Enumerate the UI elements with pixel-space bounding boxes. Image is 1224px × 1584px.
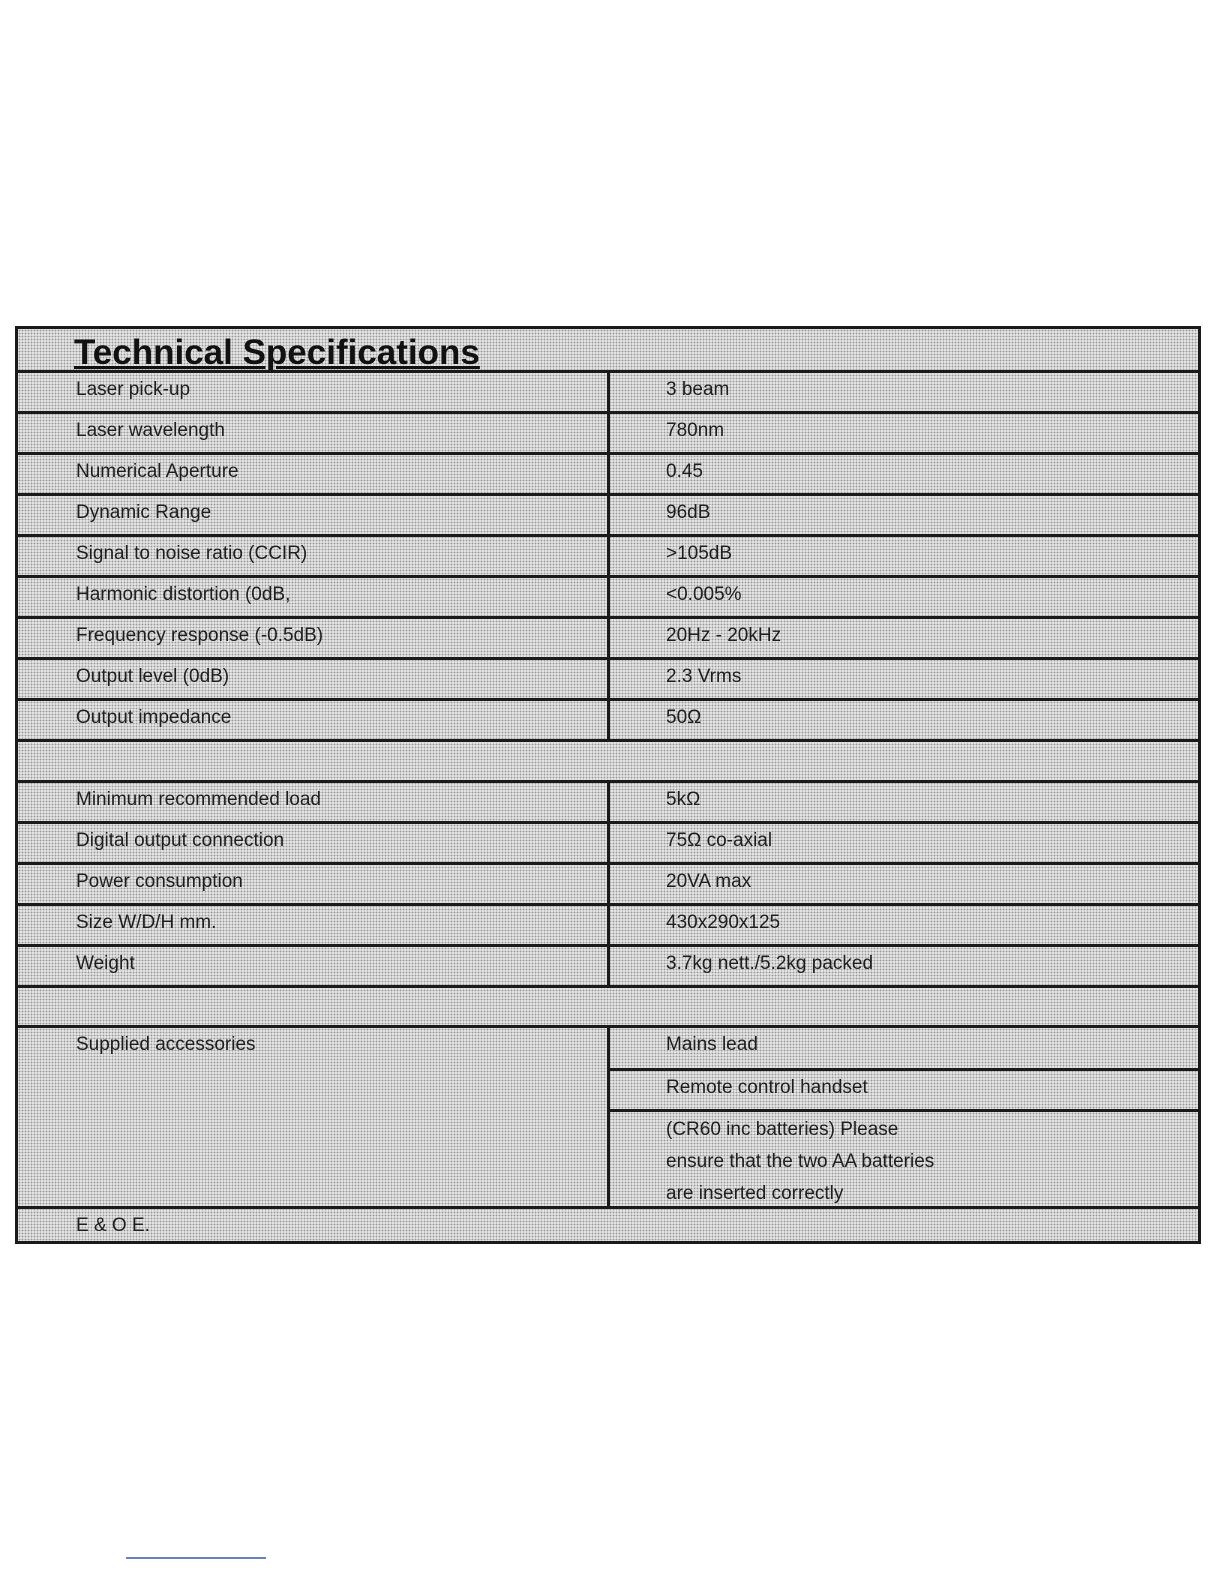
spec-row bbox=[18, 698, 1198, 739]
spec-label: Numerical Aperture bbox=[18, 455, 610, 493]
spec-value: 20Hz - 20kHz bbox=[666, 625, 782, 646]
spec-label: Minimum recommended load bbox=[18, 783, 610, 821]
spec-value: 3.7kg nett./5.2kg packed bbox=[666, 953, 874, 974]
spec-row bbox=[18, 862, 1198, 903]
accessory-item: Mains lead bbox=[666, 1034, 758, 1055]
spec-row bbox=[18, 534, 1198, 575]
footer-rule bbox=[126, 1557, 266, 1559]
spec-value: 20VA max bbox=[666, 871, 752, 892]
spec-label: Signal to noise ratio (CCIR) bbox=[18, 537, 610, 575]
spec-value: 2.3 Vrms bbox=[666, 666, 742, 687]
spec-label: Frequency response (-0.5dB) bbox=[18, 619, 610, 657]
spec-value: 430x290x125 bbox=[666, 912, 781, 933]
spec-value: 75Ω co-axial bbox=[666, 830, 773, 851]
spec-value: >105dB bbox=[666, 543, 733, 564]
spec-row bbox=[18, 903, 1198, 944]
accessories-list bbox=[610, 1028, 1198, 1206]
spec-row bbox=[18, 575, 1198, 616]
footnote-row bbox=[18, 1206, 1198, 1241]
page-title: Technical Specifications bbox=[74, 333, 480, 372]
spec-row bbox=[18, 452, 1198, 493]
spec-value: 96dB bbox=[666, 502, 711, 523]
spec-value: 50Ω bbox=[666, 707, 702, 728]
spec-value: 780nm bbox=[666, 420, 725, 441]
accessory-note-line: ensure that the two AA batteries bbox=[666, 1151, 935, 1172]
technical-specifications-table bbox=[15, 326, 1201, 1244]
spec-row bbox=[18, 780, 1198, 821]
spec-row bbox=[18, 493, 1198, 534]
spec-label: Output level (0dB) bbox=[18, 660, 610, 698]
spec-row bbox=[18, 944, 1198, 985]
spacer-row bbox=[18, 985, 1198, 1025]
footnote: E & O E. bbox=[76, 1215, 150, 1236]
accessory-note-line: (CR60 inc batteries) Please bbox=[666, 1119, 899, 1140]
spec-label: Harmonic distortion (0dB, bbox=[18, 578, 610, 616]
spec-value: 3 beam bbox=[666, 379, 730, 400]
spec-label: Digital output connection bbox=[18, 824, 610, 862]
spec-row bbox=[18, 370, 1198, 411]
accessories-label: Supplied accessories bbox=[18, 1028, 610, 1206]
spec-label: Output impedance bbox=[18, 701, 610, 739]
spec-label: Size W/D/H mm. bbox=[18, 906, 610, 944]
spec-value: 0.45 bbox=[666, 461, 703, 482]
spec-row bbox=[18, 616, 1198, 657]
accessory-note-line: are inserted correctly bbox=[666, 1183, 844, 1204]
spec-label: Weight bbox=[18, 947, 610, 985]
spec-value: <0.005% bbox=[666, 584, 742, 605]
spec-row bbox=[18, 411, 1198, 452]
accessory-item-note bbox=[610, 1109, 1198, 1209]
spec-label: Power consumption bbox=[18, 865, 610, 903]
spec-row bbox=[18, 657, 1198, 698]
spec-label: Dynamic Range bbox=[18, 496, 610, 534]
accessory-item: Remote control handset bbox=[610, 1068, 1198, 1109]
spec-label: Laser wavelength bbox=[18, 414, 610, 452]
accessories-row bbox=[18, 1025, 1198, 1206]
spec-value: 5kΩ bbox=[666, 789, 701, 810]
spec-label: Laser pick-up bbox=[18, 373, 610, 411]
spec-row bbox=[18, 821, 1198, 862]
spacer-row bbox=[18, 739, 1198, 780]
